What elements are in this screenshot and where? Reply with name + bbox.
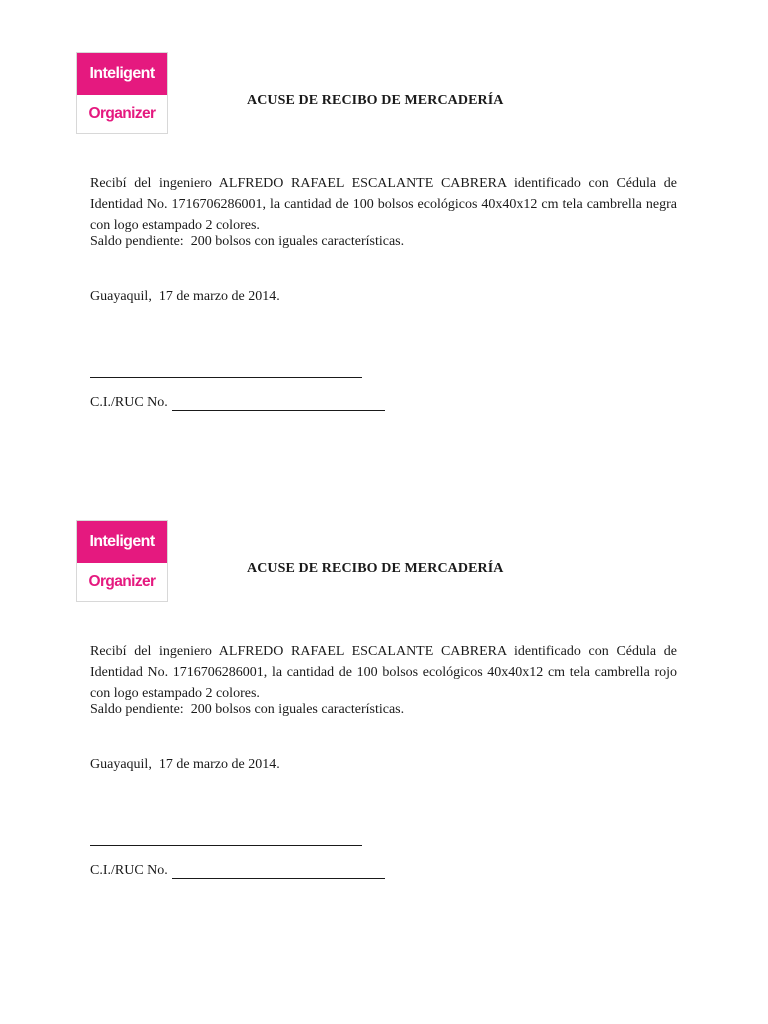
receipt-title: ACUSE DE RECIBO DE MERCADERÍA [247,93,504,108]
receipt-2 [0,468,768,938]
pending-balance: Saldo pendiente: 200 bolsos con iguales características. [90,234,405,249]
id-blank-line [172,396,385,411]
signature-line [90,377,362,378]
pending-balance: Saldo pendiente: 200 bolsos con iguales características. [90,702,405,717]
receipt-body: Recibí del ingeniero ALFREDO RAFAEL ESCALANTE CABRERA identificado con Cédula de Identidad No. 1716706286001, la cantidad de 100 bolsos ecológicos 40x40x12 cm tela cambrella negra con logo estampado 2 colores. [90,176,677,233]
id-field [90,863,385,879]
city-date: Guayaquil, 17 de marzo de 2014. [90,757,280,772]
receipt-title: ACUSE DE RECIBO DE MERCADERÍA [247,561,504,576]
logo-top-text: Inteligent [77,53,167,95]
company-logo [76,52,168,134]
signature-line [90,845,362,846]
logo-bottom-text: Organizer [88,105,156,122]
receipt-1 [0,0,768,470]
logo-top-text: Inteligent [77,521,167,563]
receipt-body: Recibí del ingeniero ALFREDO RAFAEL ESCALANTE CABRERA identificado con Cédula de Identidad No. 1716706286001, la cantidad de 100 bolsos ecológicos 40x40x12 cm tela cambrella rojo con logo estampado 2 colores. [90,644,677,701]
city-date: Guayaquil, 17 de marzo de 2014. [90,289,280,304]
id-label: C.I./RUC No. [90,395,168,410]
id-blank-line [172,864,385,879]
id-field [90,395,385,411]
logo-bottom-text: Organizer [88,573,156,590]
id-label: C.I./RUC No. [90,863,168,878]
company-logo [76,520,168,602]
